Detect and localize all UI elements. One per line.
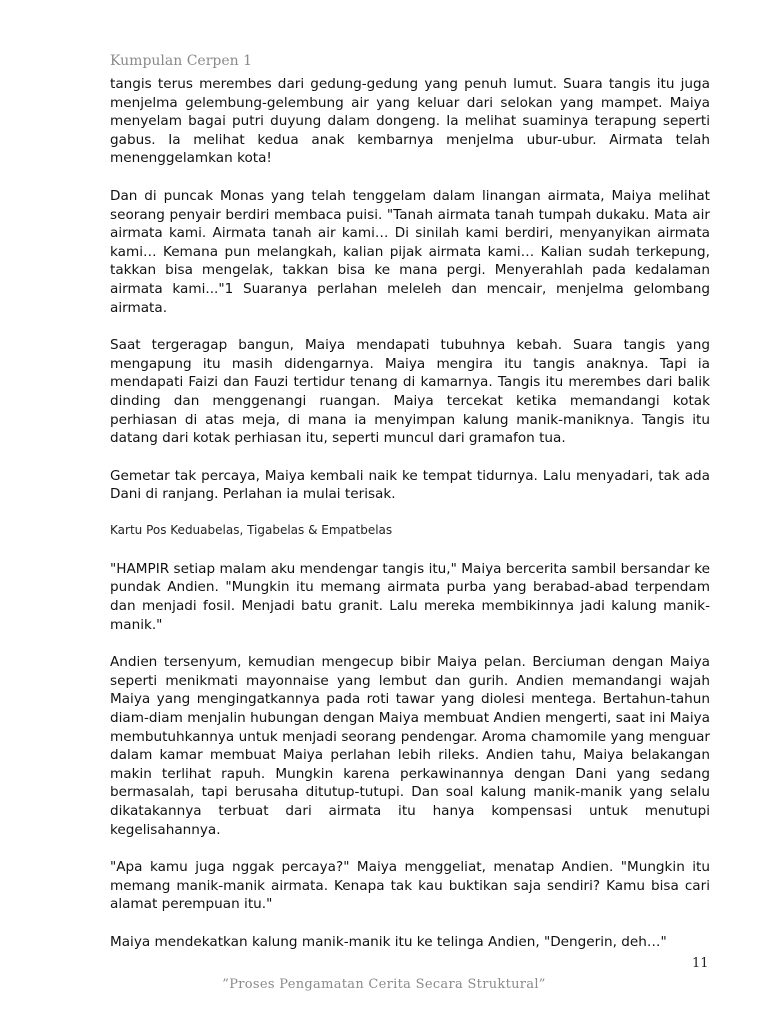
body-text (110, 75, 710, 971)
paragraph: Dan di puncak Monas yang telah tenggelam dalam linangan airmata, Maiya melihat seorang penyair berdiri membaca puisi. "Tanah airmata tanah tumpah dukaku. Mata air airmata kami. Airmata tanah air kami… Di sinilah kami berdiri, menyanyikan airmata kami… Kemana pun melangkah, kalian pijak airmata kami… Kalian sudah terkepung, takkan bisa mengelak, takkan bisa ke mana pergi. Menyerahlah pada kedalaman airmata kami..."1 Suaranya perlahan meleleh dan mencair, menjelma gelombang airmata. (110, 187, 710, 316)
paragraph: Maiya mendekatkan kalung manik-manik itu ke telinga Andien, "Dengerin, deh…" (110, 933, 667, 950)
paragraph: Saat tergeragap bangun, Maiya mendapati tubuhnya kebah. Suara tangis yang mengapung itu masih didengarnya. Maiya mengira itu tangis anaknya. Tapi ia mendapati Faizi dan Fauzi tertidur tenang di kamarnya. Tangis itu merembes dari balik dinding dan menggenangi ruangan. Maiya tercekat ketika memandangi kotak perhiasan di atas meja, di mana ia menyimpan kalung manik-maniknya. Tangis itu datang dari kotak perhiasan itu, seperti muncul dari gramafon tua. (110, 337, 710, 447)
paragraph: "Apa kamu juga nggak percaya?" Maiya menggeliat, menatap Andien. "Mungkin itu memang manik-manik airmata. Kenapa tak kau buktikan saja sendiri? Kamu bisa cari alamat perempuan itu." (110, 859, 710, 913)
paragraph: Andien tersenyum, kemudian mengecup bibir Maiya pelan. Berciuman dengan Maiya seperti menikmati mayonnaise yang lembut dan gurih. Andien memandangi wajah Maiya yang mengingatkannya pada roti tawar yang diolesi mentega. Bertahun-tahun diam-diam menjalin hubungan dengan Maiya membuat Andien mengerti, saat ini Maiya membutuhkannya untuk menjadi seorang pendengar. Aroma chamomile yang menguar dalam kamar membuat Maiya perlahan lebih rileks. Andien tahu, Maiya belakangan makin terlihat rapuh. Mungkin karena perkawinannya dengan Dani yang sedang bermasalah, tapi berusaha ditutup-tutupi. Dan soal kalung manik-manik yang selalu dikatakannya terbuat dari airmata itu hanya kompensasi untuk menutupi kegelisahannya. (110, 654, 710, 838)
section-heading: Kartu Pos Keduabelas, Tigabelas & Empatbelas (110, 522, 393, 537)
paragraph: "HAMPIR setiap malam aku mendengar tangis itu," Maiya bercerita sambil bersandar ke pundak Andien. "Mungkin itu memang airmata purba yang berabad-abad terpendam dan menjadi fosil. Menjadi batu granit. Lalu mereka membikinnya jadi kalung manik-manik." (110, 560, 710, 633)
running-footer: ”Proses Pengamatan Cerita Secara Struktural” (222, 977, 546, 992)
page-number: 11 (692, 956, 709, 971)
running-header: Kumpulan Cerpen 1 (110, 53, 253, 69)
paragraph: tangis terus merembes dari gedung-gedung yang penuh lumut. Suara tangis itu juga menjelma gelembung-gelembung air yang keluar dari selokan yang mampet. Maiya menyelam bagai putri duyung dalam dongeng. Ia melihat suaminya terapung seperti gabus. Ia melihat kedua anak kembarnya menjelma ubur-ubur. Airmata telah menenggelamkan kota! (110, 76, 710, 167)
paragraph: Gemetar tak percaya, Maiya kembali naik ke tempat tidurnya. Lalu menyadari, tak ada Dani di ranjang. Perlahan ia mulai terisak. (110, 467, 710, 503)
